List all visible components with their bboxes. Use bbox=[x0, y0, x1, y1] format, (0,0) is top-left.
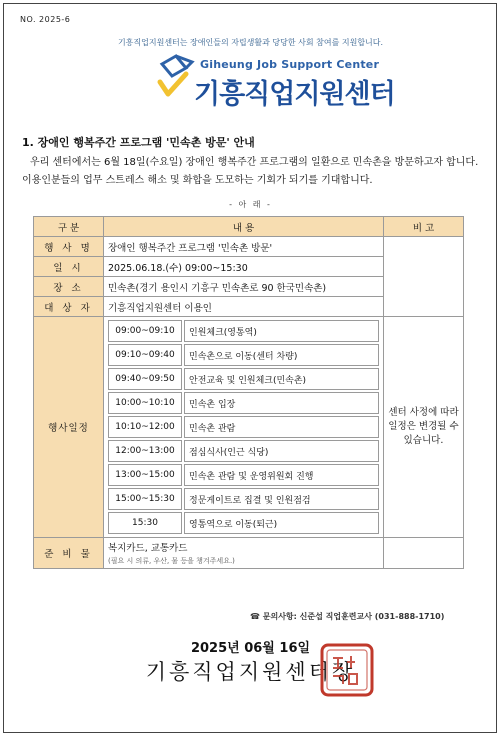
schedule-time: 09:10~09:40 bbox=[108, 344, 182, 366]
header-remarks: 비 고 bbox=[384, 217, 464, 237]
schedule-activity: 민속촌 입장 bbox=[184, 392, 379, 414]
header-category: 구 분 bbox=[34, 217, 104, 237]
schedule-activity: 정문게이트로 집결 및 인원점검 bbox=[184, 488, 379, 510]
schedule-table bbox=[106, 318, 381, 536]
issue-date: 2025년 06월 16일 bbox=[190, 641, 311, 656]
schedule-activity: 민속촌으로 이동(센터 차량) bbox=[184, 344, 379, 366]
schedule-activity: 인원체크(영통역) bbox=[184, 320, 379, 342]
intro-paragraph: 우리 센터에서는 6월 18일(수요일) 장애인 행복주간 프로그램의 일환으로 민속촌을 방문하고자 합니다. 이용인분들의 업무 스트레스 해소 및 화합을 도모하는 기회가 되기를 기대합니다. bbox=[22, 157, 479, 186]
event-name-value: 장애인 행복주간 프로그램 '민속촌 방문' bbox=[104, 237, 384, 257]
schedule-item bbox=[108, 392, 379, 414]
center-logo bbox=[152, 52, 395, 116]
logo-english-text: Giheung Job Support Center bbox=[200, 58, 380, 71]
schedule-time: 09:40~09:50 bbox=[108, 368, 182, 390]
schedule-time: 10:00~10:10 bbox=[108, 392, 182, 414]
section-title: 1. 장애인 행복주간 프로그램 '민속촌 방문' 안내 bbox=[22, 136, 255, 149]
schedule-label: 행사일정 bbox=[34, 317, 104, 538]
schedule-time: 15:00~15:30 bbox=[108, 488, 182, 510]
prep-sub-note: (필요 시 의류, 우산, 물 등을 챙겨주세요.) bbox=[108, 557, 235, 565]
header-content: 내 용 bbox=[104, 217, 384, 237]
schedule-item bbox=[108, 320, 379, 342]
date-label: 일 시 bbox=[34, 257, 104, 277]
date-value: 2025.06.18.(수) 09:00~15:30 bbox=[104, 257, 384, 277]
schedule-activity: 민속촌 관람 및 운영위원회 진행 bbox=[184, 464, 379, 486]
place-label: 장 소 bbox=[34, 277, 104, 297]
official-seal-icon bbox=[319, 642, 375, 698]
schedule-note: 센터 사정에 따라 일정은 변경될 수 있습니다. bbox=[384, 317, 464, 538]
prep-remarks-cell bbox=[384, 538, 464, 569]
schedule-activity: 영통역으로 이동(퇴근) bbox=[184, 512, 379, 534]
logo-korean-text: 기흥직업지원센터 bbox=[194, 79, 395, 110]
target-value: 기흥직업지원센터 이용인 bbox=[104, 297, 384, 317]
place-value: 민속촌(경기 용인시 기흥구 민속촌로 90 한국민속촌) bbox=[104, 277, 384, 297]
prep-cell bbox=[104, 538, 384, 569]
schedule-item bbox=[108, 416, 379, 438]
schedule-time: 15:30 bbox=[108, 512, 182, 534]
schedule-row bbox=[34, 317, 464, 538]
table-header-row bbox=[34, 217, 464, 237]
schedule-item bbox=[108, 440, 379, 462]
schedule-time: 12:00~13:00 bbox=[108, 440, 182, 462]
schedule-item bbox=[108, 512, 379, 534]
schedule-cell bbox=[104, 317, 384, 538]
prep-row bbox=[34, 538, 464, 569]
target-label: 대 상 자 bbox=[34, 297, 104, 317]
schedule-time: 13:00~15:00 bbox=[108, 464, 182, 486]
remarks-empty-cell bbox=[384, 237, 464, 317]
schedule-item bbox=[108, 464, 379, 486]
center-director-name: 기흥직업지원센터장 bbox=[145, 660, 356, 684]
center-motto: 기흥직업지원센터는 장애인들의 자립생활과 당당한 사회 참여를 지원합니다. bbox=[117, 38, 384, 47]
event-name-label: 행 사 명 bbox=[34, 237, 104, 257]
event-info-table bbox=[33, 216, 464, 569]
prep-label: 준 비 물 bbox=[34, 538, 104, 569]
schedule-time: 09:00~09:10 bbox=[108, 320, 182, 342]
schedule-activity: 점심식사(인근 식당) bbox=[184, 440, 379, 462]
schedule-item bbox=[108, 344, 379, 366]
contact-info: ☎ 문의사항: 신준섭 직업훈련교사 (031-888-1710) bbox=[250, 612, 445, 621]
table-row bbox=[34, 237, 464, 257]
document-number: NO. 2025-6 bbox=[20, 15, 71, 24]
schedule-item bbox=[108, 368, 379, 390]
prep-value: 복지카드, 교통카드 bbox=[108, 543, 188, 554]
schedule-item bbox=[108, 488, 379, 510]
below-label: - 아 래 - bbox=[229, 200, 272, 209]
schedule-activity: 안전교육 및 인원체크(민속촌) bbox=[184, 368, 379, 390]
schedule-time: 10:10~12:00 bbox=[108, 416, 182, 438]
schedule-activity: 민속촌 관람 bbox=[184, 416, 379, 438]
